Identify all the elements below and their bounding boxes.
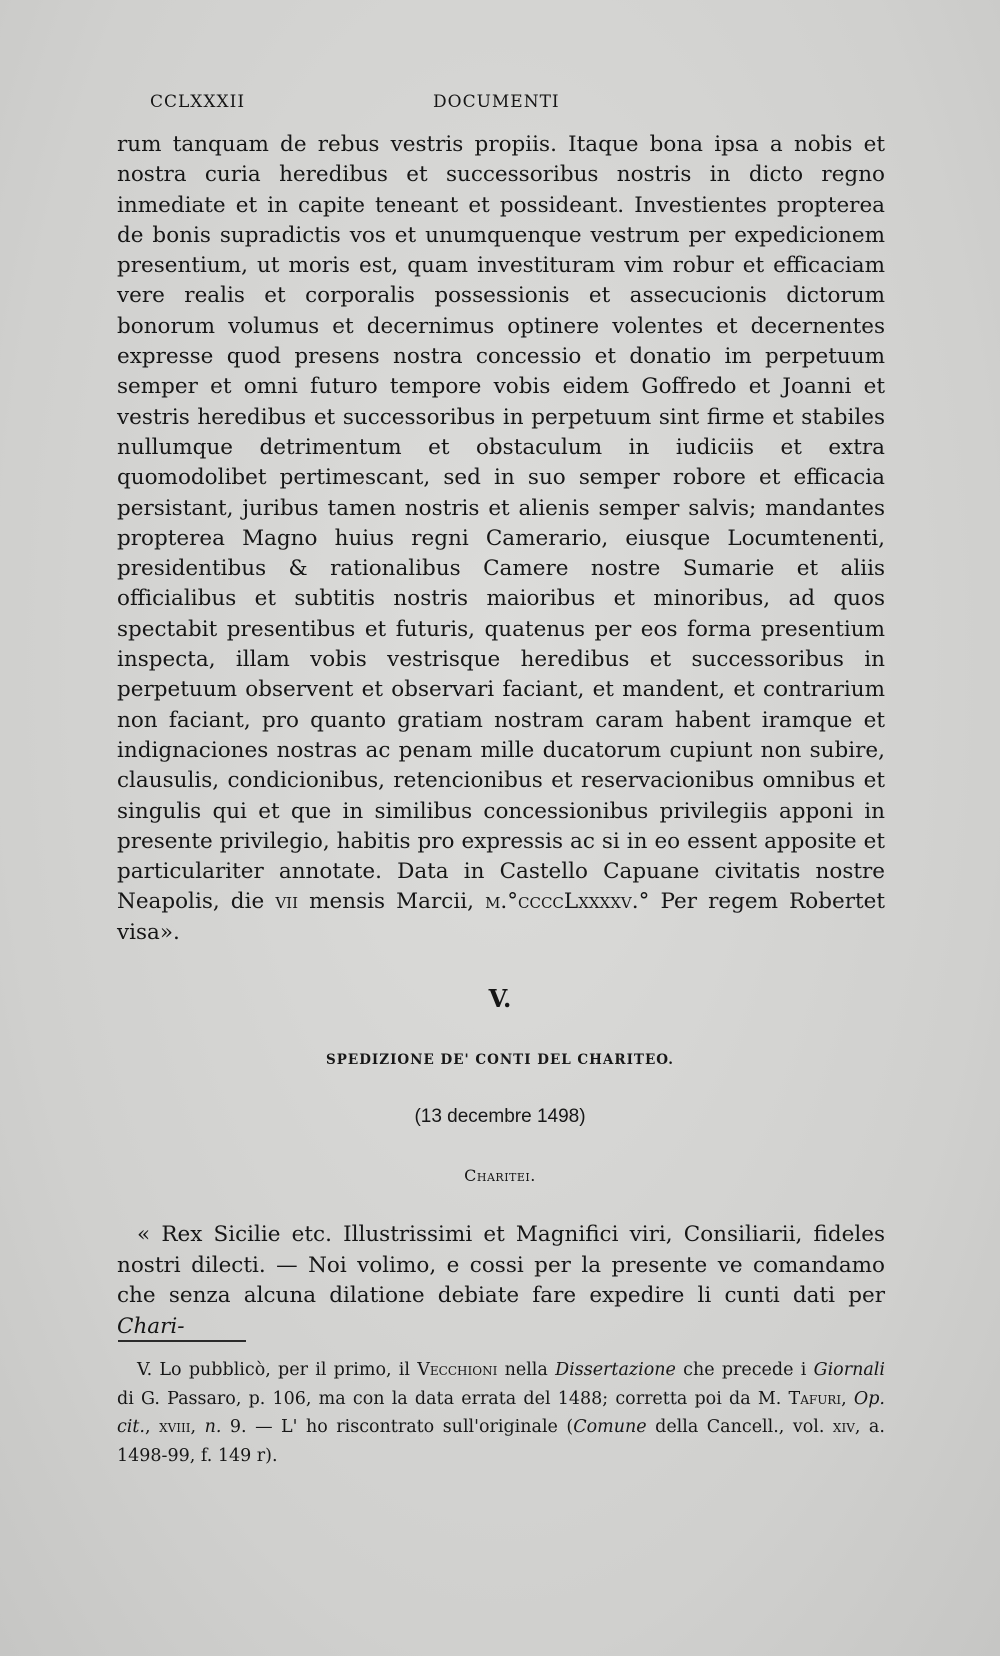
body-paragraph (117, 130, 885, 948)
footnote-text: , (190, 1417, 197, 1437)
body-text: rum tanquam de rebus vestris propiis. Itaque bona ipsa a nobis et nostra curia heredibus et successoribus nostris in dicto regno inmediate et in capite teneant et possideant. Investientes propterea de bonis supradictis vos et unumquenque vestrum per expedicionem presentium, ut moris est, quam investituram vim robur et efficaciam vere realis et corporalis possessionis et assecucionis dictorum bonorum volumus et decernimus optinere volentes et decernentes expresse quod presens nostra concessio et donatio im perpetuum semper et omni futuro tempore vobis eidem Goffredo et Joanni et vestris heredibus et successoribus in perpetuum sint firme et stabiles nullumque detrimentum et obstaculum in iudiciis et extra quomodolibet pertimescant, sed in suo semper robore et efficacia persistant, juribus tamen nostris et alienis semper salvis; mandantes propterea Magno huius regni Camerario, eiusque Locumtenenti, presidentibus & rationalibus Camere nostre Sumarie et aliis officialibus et subtitis nostris maioribus et minoribus, ad quos spectabit presentibus et futuris, quatenus per eos forma presentium inspecta, illam vobis vestrisque heredibus et successoribus in perpetuum observent et observari faciant, et mandent, et contrarium non faciant, pro quanto gratiam nostram caram habent iramque et indignaciones nostras ac penam mille ducatorum cupiunt non subire, clausulis, condicionibus, retencionibus et reservacionibus omnibus et singulis qui et que in similibus concessionibus privilegiis apponi in presente privilegio, habitis pro expressis ac si in eo essent apposite et particulariter annotate. Data in Castello Capuane civitatis nostre Neapolis, die (117, 132, 885, 915)
footnote-text: nella (504, 1360, 548, 1380)
footnote (117, 1356, 885, 1470)
work-title: Op. cit. (117, 1388, 885, 1437)
section-date: (13 decembre 1498) (414, 1106, 586, 1127)
running-title: DOCUMENTI (433, 92, 560, 112)
document-body (117, 130, 885, 948)
footnote-text: di G. Passaro, p. 106, ma con la data errata del 1488; corretta poi da M. (117, 1388, 782, 1409)
date-month: mensis Marcii, (309, 889, 474, 915)
volume-number: xviii (159, 1417, 191, 1437)
number-abbr: n. (204, 1417, 222, 1437)
section-number: V. (488, 984, 512, 1013)
letter-text (117, 1220, 885, 1342)
footnote-text: della Cancell., vol. (655, 1417, 825, 1437)
footnote-marker: V. (137, 1360, 153, 1380)
letter-paragraph (117, 1220, 885, 1342)
date-day: vii (275, 889, 298, 915)
author-name: Vecchioni (417, 1360, 498, 1380)
footnote-text: Lo pubblicò, per il primo, il (159, 1360, 410, 1380)
footnote-text: , (841, 1388, 847, 1409)
footnote-text: , a. 1498-99, f. 149 r). (117, 1417, 885, 1466)
page-number: CCLXXXII (150, 92, 246, 112)
work-title: Comune (573, 1417, 647, 1437)
footnote-text: 9. — L' ho riscontrato sull'originale ( (229, 1417, 574, 1437)
letter-italic-end: Chari- (117, 1313, 185, 1339)
body-closing: Per regem Robertet visa». (117, 889, 885, 945)
letter-body: « Rex Sicilie etc. Illustrissimi et Magnifici viri, Consiliarii, fideles nostri dilecti. — Noi volimo, e cossi per la presente ve comandamo che senza alcuna dilatione debiate fare expedire li cunti dati per (117, 1222, 885, 1308)
footnote-divider (118, 1340, 246, 1342)
footnote-text: , (145, 1417, 151, 1437)
section-addressee: Charitei. (464, 1166, 536, 1185)
section-title: SPEDIZIONE DE' CONTI DEL CHARITEO. (326, 1052, 674, 1068)
work-title: Giornali (813, 1360, 885, 1380)
footnote-text: che precede i (683, 1360, 807, 1380)
author-name: Tafuri (788, 1388, 842, 1409)
work-title: Dissertazione (555, 1360, 676, 1380)
date-year: m.°ccccLxxxxv.° (485, 889, 650, 915)
footnote-paragraph (117, 1356, 885, 1470)
volume-number: xiv (832, 1417, 855, 1437)
running-header (150, 92, 880, 116)
